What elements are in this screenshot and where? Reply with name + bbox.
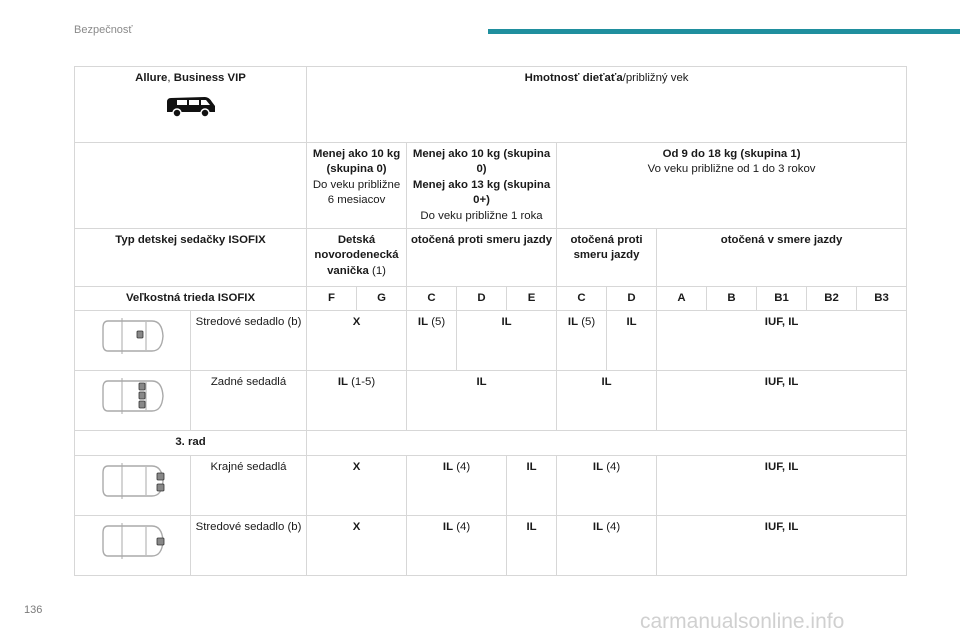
group-1-cell <box>557 143 907 229</box>
row3-cd <box>407 455 507 515</box>
size-class-b1: B1 <box>757 286 807 310</box>
van-silhouette-icon <box>165 92 217 118</box>
isofix-table <box>74 66 907 576</box>
size-class-c2: C <box>557 286 607 310</box>
watermark: carmanualsonline.info <box>640 610 845 633</box>
row3-icon-cell <box>75 455 191 515</box>
group-0-age: Do veku približne 6 mesiacov <box>312 178 401 207</box>
row1-e: IL <box>457 311 557 371</box>
group-row <box>75 143 907 229</box>
row3-fg: X <box>307 455 407 515</box>
row4-cd <box>407 515 507 575</box>
row1-d2: IL <box>607 311 657 371</box>
row2-cd2: IL <box>557 371 657 431</box>
third-row-empty <box>307 431 907 455</box>
version-cell <box>75 67 307 143</box>
header-accent-bar <box>488 29 960 34</box>
group-0-weight: Menej ako 10 kg (skupina 0) <box>312 148 401 176</box>
size-class-d2: D <box>607 286 657 310</box>
size-class-b2: B2 <box>807 286 857 310</box>
row4-cd2-note: (4) <box>603 520 621 533</box>
row1-icon-cell <box>75 311 191 371</box>
seat-type-label: Typ detskej sedačky ISOFIX <box>75 228 307 286</box>
seat-type-rear-facing-1: otočená proti smeru jazdy <box>407 228 557 286</box>
row1-c2-value: IL <box>567 316 579 329</box>
group-0plus-age: Do veku približne 1 roka <box>420 209 543 222</box>
table-row <box>75 455 907 515</box>
size-class-label: Veľkostná trieda ISOFIX <box>75 286 307 310</box>
row1-fg: X <box>307 311 407 371</box>
seat-type-rear-facing-2: otočená proti smeru jazdy <box>557 228 657 286</box>
group-empty-cell <box>75 143 307 229</box>
table-row <box>75 371 907 431</box>
size-class-c: C <box>407 286 457 310</box>
group-1-age: Vo veku približne od 1 do 3 rokov <box>647 163 816 176</box>
row4-fg: X <box>307 515 407 575</box>
row1-forward: IUF, IL <box>657 311 907 371</box>
carrycot-label: Detská novorodenecká vanička <box>314 233 399 277</box>
row1-c2-note: (5) <box>578 316 596 329</box>
row1-cd <box>407 311 457 371</box>
row3-cd2-note: (4) <box>603 460 621 473</box>
row3-cd-value: IL <box>442 460 454 473</box>
row4-icon-cell <box>75 515 191 575</box>
page-number: 136 <box>24 604 43 616</box>
carrycot-note: (1) <box>368 264 386 277</box>
row4-cd-value: IL <box>442 520 454 533</box>
size-class-b3: B3 <box>857 286 907 310</box>
row4-forward: IUF, IL <box>657 515 907 575</box>
car-top-rear-seats-icon <box>100 375 166 417</box>
size-class-f: F <box>307 286 357 310</box>
group-0plus-weight-b: Menej ako 13 kg (skupina 0+) <box>412 178 551 207</box>
section-title: Bezpečnosť <box>74 24 133 36</box>
table-row <box>75 311 907 371</box>
group-0plus-cell <box>407 143 557 229</box>
third-row-header <box>75 431 907 455</box>
weight-header-bold: Hmotnosť dieťaťa <box>524 72 623 84</box>
row2-fg <box>307 371 407 431</box>
row4-cd2 <box>557 515 657 575</box>
row4-e: IL <box>507 515 557 575</box>
size-class-a: A <box>657 286 707 310</box>
row3-cd2-value: IL <box>592 460 604 473</box>
weight-header-rest: /približný vek <box>622 72 689 84</box>
row2-label: Zadné sedadlá <box>191 371 307 431</box>
row3-e: IL <box>507 455 557 515</box>
row3-forward: IUF, IL <box>657 455 907 515</box>
row3-cd-note: (4) <box>453 460 471 473</box>
row3-cd2 <box>557 455 657 515</box>
row4-label: Stredové sedadlo (b) <box>191 515 307 575</box>
row2-cde: IL <box>407 371 557 431</box>
version-business: Business VIP <box>173 72 246 84</box>
row1-cd-value: IL <box>417 316 429 329</box>
row1-label: Stredové sedadlo (b) <box>191 311 307 371</box>
row3-label: Krajné sedadlá <box>191 455 307 515</box>
group-0plus-weight-a: Menej ako 10 kg (skupina 0) <box>412 148 551 176</box>
row4-cd-note: (4) <box>453 520 471 533</box>
size-class-d: D <box>457 286 507 310</box>
row1-c2 <box>557 311 607 371</box>
row2-icon-cell <box>75 371 191 431</box>
table-row <box>75 515 907 575</box>
row2-fg-note: (1-5) <box>347 376 376 389</box>
row2-fg-value: IL <box>337 376 348 389</box>
version-allure: Allure <box>135 72 168 84</box>
car-top-center-seat-icon <box>100 520 166 562</box>
group-0-cell <box>307 143 407 229</box>
size-class-e: E <box>507 286 557 310</box>
seat-type-carrycot <box>307 228 407 286</box>
version-row <box>75 67 907 143</box>
group-1-weight: Od 9 do 18 kg (skupina 1) <box>662 148 801 160</box>
row1-cd-note: (5) <box>428 316 446 329</box>
size-class-b: B <box>707 286 757 310</box>
third-row-label: 3. rad <box>75 431 307 455</box>
version-separator: , <box>167 72 174 84</box>
size-class-g: G <box>357 286 407 310</box>
seat-type-row <box>75 228 907 286</box>
car-top-middle-seat-icon <box>100 315 166 357</box>
size-class-row <box>75 286 907 310</box>
seat-type-forward-facing: otočená v smere jazdy <box>657 228 907 286</box>
weight-header-cell <box>307 67 907 143</box>
car-top-outer-seats-icon <box>100 460 166 502</box>
row4-cd2-value: IL <box>592 520 604 533</box>
row2-forward: IUF, IL <box>657 371 907 431</box>
